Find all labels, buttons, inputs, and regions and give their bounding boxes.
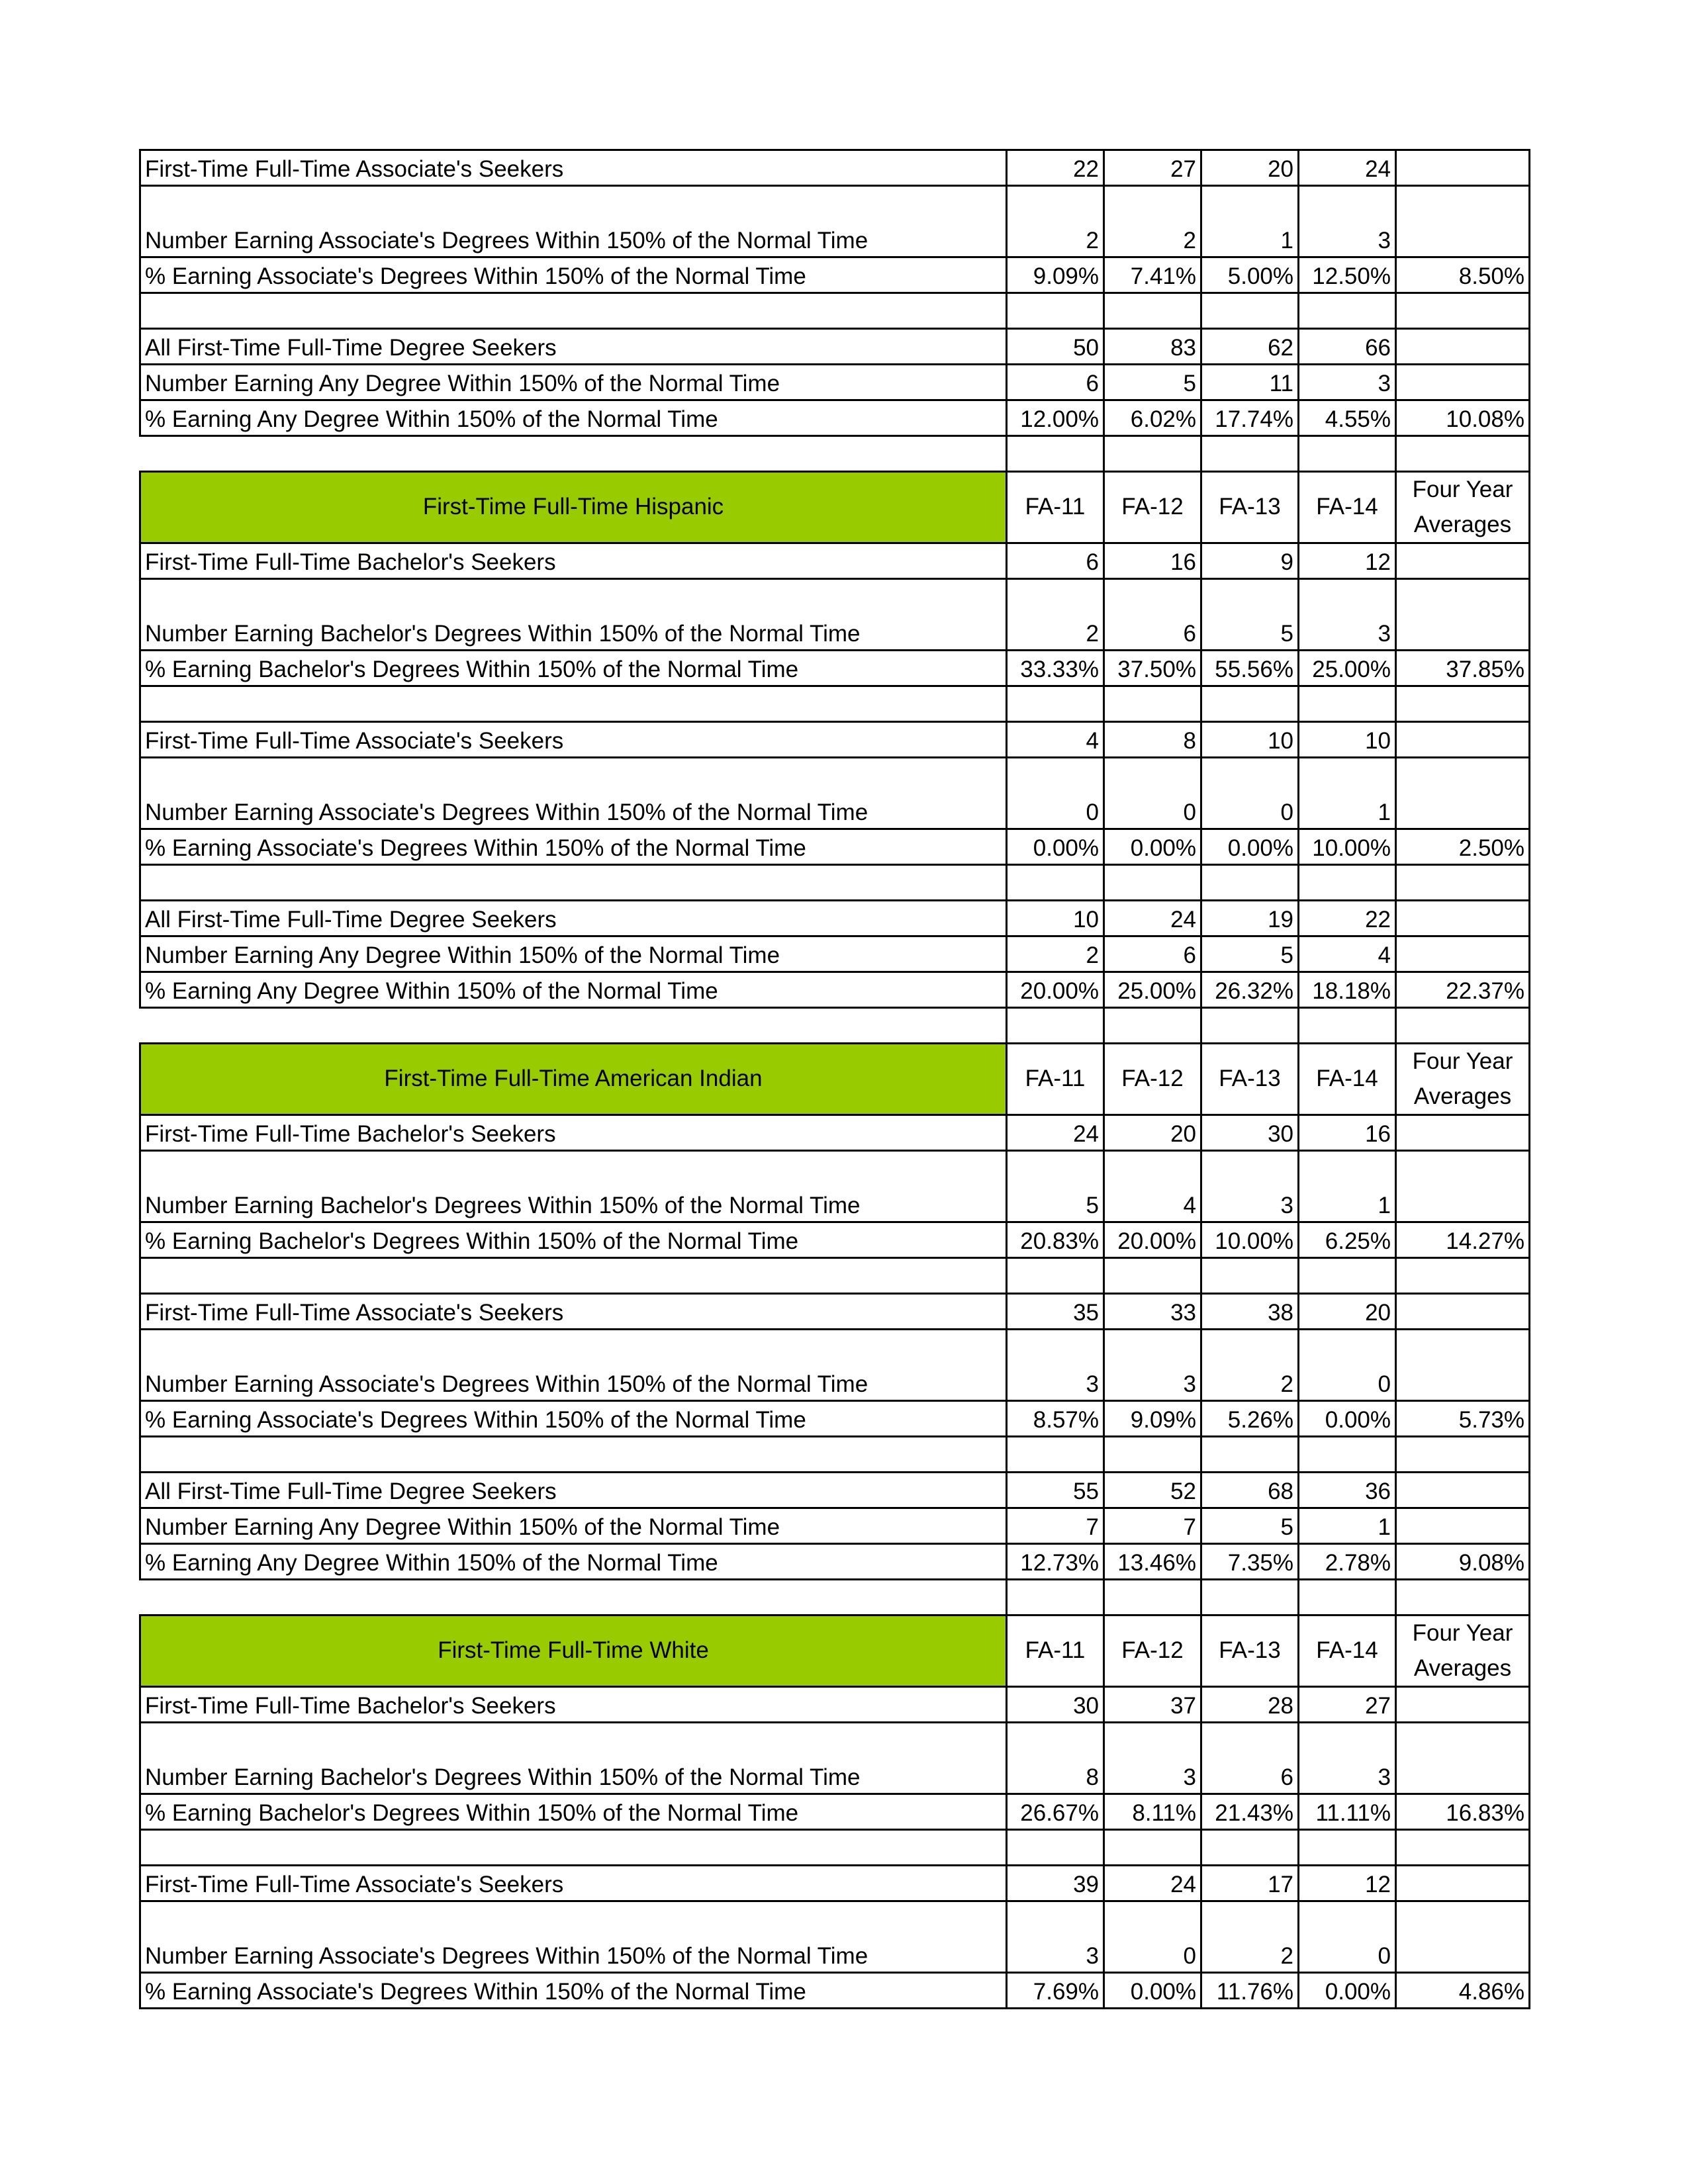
empty-cell [1007, 436, 1104, 472]
empty-cell [1299, 1008, 1396, 1044]
value-cell: 0.00% [1299, 1401, 1396, 1437]
average-cell [1396, 1508, 1530, 1544]
row-label: Number Earning Associate's Degrees Within 150% of the Normal Time [140, 186, 1007, 257]
value-cell: 10 [1299, 722, 1396, 758]
value-cell: 1 [1299, 758, 1396, 829]
empty-cell [140, 1437, 1007, 1473]
value-cell: 0.00% [1299, 1973, 1396, 2009]
value-cell: 6 [1201, 1723, 1299, 1794]
value-cell: 4 [1104, 1151, 1201, 1222]
column-header: FA-14 [1299, 472, 1396, 543]
empty-cell [1007, 1437, 1104, 1473]
average-cell [1396, 365, 1530, 400]
empty-cell [1396, 436, 1530, 472]
table-row [140, 936, 1530, 972]
value-cell: 33.33% [1007, 651, 1104, 686]
value-cell: 1 [1299, 1151, 1396, 1222]
empty-cell [1007, 293, 1104, 329]
averages-header: Four Year Averages [1396, 472, 1530, 543]
empty-cell [1299, 686, 1396, 722]
value-cell: 8.57% [1007, 1401, 1104, 1437]
row-label: First-Time Full-Time Bachelor's Seekers [140, 543, 1007, 579]
spacer-row [140, 1437, 1530, 1473]
average-cell: 4.86% [1396, 1973, 1530, 2009]
empty-cell [140, 1008, 1007, 1044]
value-cell: 3 [1299, 579, 1396, 651]
value-cell: 0 [1201, 758, 1299, 829]
table-row [140, 150, 1530, 186]
empty-cell [1201, 1258, 1299, 1294]
value-cell: 55 [1007, 1473, 1104, 1508]
empty-cell [140, 293, 1007, 329]
value-cell: 83 [1104, 329, 1201, 365]
value-cell: 27 [1299, 1687, 1396, 1723]
row-label: Number Earning Any Degree Within 150% of the Normal Time [140, 365, 1007, 400]
table-row [140, 1151, 1530, 1222]
spacer-row [140, 436, 1530, 472]
average-cell: 14.27% [1396, 1222, 1530, 1258]
empty-cell [1201, 865, 1299, 901]
column-header: FA-14 [1299, 1044, 1396, 1115]
table-row [140, 901, 1530, 936]
value-cell: 3 [1104, 1723, 1201, 1794]
empty-cell [1007, 1580, 1104, 1615]
table-row [140, 1330, 1530, 1401]
row-label: First-Time Full-Time Bachelor's Seekers [140, 1115, 1007, 1151]
value-cell: 26.67% [1007, 1794, 1104, 1830]
row-label: % Earning Any Degree Within 150% of the Normal Time [140, 1544, 1007, 1580]
row-label: % Earning Associate's Degrees Within 150% of the Normal Time [140, 1401, 1007, 1437]
row-label: First-Time Full-Time Associate's Seekers [140, 1866, 1007, 1901]
row-label: All First-Time Full-Time Degree Seekers [140, 329, 1007, 365]
spacer-row [140, 865, 1530, 901]
value-cell: 28 [1201, 1687, 1299, 1723]
table-row [140, 1473, 1530, 1508]
empty-cell [1201, 293, 1299, 329]
value-cell: 0 [1299, 1901, 1396, 1973]
value-cell: 4 [1007, 722, 1104, 758]
empty-cell [1299, 436, 1396, 472]
value-cell: 0.00% [1201, 829, 1299, 865]
average-cell [1396, 1687, 1530, 1723]
value-cell: 8 [1007, 1723, 1104, 1794]
row-label: % Earning Associate's Degrees Within 150% of the Normal Time [140, 829, 1007, 865]
row-label: Number Earning Associate's Degrees Within 150% of the Normal Time [140, 1901, 1007, 1973]
table-row [140, 1794, 1530, 1830]
value-cell: 1 [1299, 1508, 1396, 1544]
empty-cell [1007, 686, 1104, 722]
empty-cell [1104, 686, 1201, 722]
value-cell: 5 [1201, 579, 1299, 651]
empty-cell [1007, 1008, 1104, 1044]
column-header: FA-13 [1201, 472, 1299, 543]
average-cell: 9.08% [1396, 1544, 1530, 1580]
table-row [140, 543, 1530, 579]
averages-header: Four Year Averages [1396, 1615, 1530, 1687]
table-row [140, 329, 1530, 365]
value-cell: 13.46% [1104, 1544, 1201, 1580]
average-cell [1396, 579, 1530, 651]
empty-cell [1201, 1008, 1299, 1044]
row-label: % Earning Associate's Degrees Within 150% of the Normal Time [140, 1973, 1007, 2009]
table-row [140, 1723, 1530, 1794]
spacer-row [140, 1258, 1530, 1294]
averages-header: Four Year Averages [1396, 1044, 1530, 1115]
average-cell [1396, 722, 1530, 758]
value-cell: 11.76% [1201, 1973, 1299, 2009]
table-row [140, 829, 1530, 865]
table-row [140, 1973, 1530, 2009]
average-cell: 22.37% [1396, 972, 1530, 1008]
value-cell: 5 [1007, 1151, 1104, 1222]
value-cell: 7.41% [1104, 257, 1201, 293]
empty-cell [1007, 865, 1104, 901]
value-cell: 27 [1104, 150, 1201, 186]
row-label: First-Time Full-Time Associate's Seekers [140, 150, 1007, 186]
value-cell: 3 [1201, 1151, 1299, 1222]
row-label: All First-Time Full-Time Degree Seekers [140, 901, 1007, 936]
row-label: Number Earning Bachelor's Degrees Within 150% of the Normal Time [140, 1151, 1007, 1222]
value-cell: 11.11% [1299, 1794, 1396, 1830]
empty-cell [1104, 1580, 1201, 1615]
value-cell: 20.00% [1007, 972, 1104, 1008]
value-cell: 6 [1104, 936, 1201, 972]
column-header: FA-13 [1201, 1044, 1299, 1115]
value-cell: 16 [1299, 1115, 1396, 1151]
value-cell: 5 [1201, 1508, 1299, 1544]
row-label: % Earning Any Degree Within 150% of the Normal Time [140, 972, 1007, 1008]
average-cell [1396, 1151, 1530, 1222]
value-cell: 9.09% [1007, 257, 1104, 293]
value-cell: 3 [1299, 365, 1396, 400]
column-header: FA-12 [1104, 1615, 1201, 1687]
average-cell [1396, 758, 1530, 829]
column-header: FA-12 [1104, 472, 1201, 543]
value-cell: 7 [1104, 1508, 1201, 1544]
empty-cell [1396, 1830, 1530, 1866]
group-title: First-Time Full-Time American Indian [140, 1044, 1007, 1115]
group-title: First-Time Full-Time Hispanic [140, 472, 1007, 543]
value-cell: 8 [1104, 722, 1201, 758]
empty-cell [1104, 293, 1201, 329]
row-label: % Earning Bachelor's Degrees Within 150% of the Normal Time [140, 1222, 1007, 1258]
value-cell: 0 [1299, 1330, 1396, 1401]
value-cell: 7 [1007, 1508, 1104, 1544]
empty-cell [140, 436, 1007, 472]
spacer-row [140, 1580, 1530, 1615]
value-cell: 3 [1104, 1330, 1201, 1401]
value-cell: 9.09% [1104, 1401, 1201, 1437]
average-cell [1396, 329, 1530, 365]
value-cell: 3 [1299, 1723, 1396, 1794]
column-header: FA-11 [1007, 1615, 1104, 1687]
row-label: First-Time Full-Time Associate's Seekers [140, 1294, 1007, 1330]
value-cell: 2 [1007, 936, 1104, 972]
table-row [140, 1508, 1530, 1544]
average-cell [1396, 1294, 1530, 1330]
value-cell: 17 [1201, 1866, 1299, 1901]
value-cell: 5 [1201, 936, 1299, 972]
row-label: Number Earning Any Degree Within 150% of the Normal Time [140, 936, 1007, 972]
value-cell: 0 [1104, 758, 1201, 829]
row-label: Number Earning Bachelor's Degrees Within 150% of the Normal Time [140, 579, 1007, 651]
value-cell: 22 [1299, 901, 1396, 936]
table-row [140, 1294, 1530, 1330]
value-cell: 5 [1104, 365, 1201, 400]
empty-cell [140, 865, 1007, 901]
row-label: First-Time Full-Time Associate's Seekers [140, 722, 1007, 758]
value-cell: 24 [1007, 1115, 1104, 1151]
value-cell: 20.00% [1104, 1222, 1201, 1258]
table-row [140, 1544, 1530, 1580]
value-cell: 30 [1201, 1115, 1299, 1151]
table-row [140, 186, 1530, 257]
column-header: FA-12 [1104, 1044, 1201, 1115]
table-row [140, 1222, 1530, 1258]
value-cell: 12 [1299, 543, 1396, 579]
average-cell: 16.83% [1396, 1794, 1530, 1830]
value-cell: 2 [1007, 579, 1104, 651]
value-cell: 25.00% [1104, 972, 1201, 1008]
graduation-rates-table [139, 149, 1530, 2009]
row-label: Number Earning Bachelor's Degrees Within 150% of the Normal Time [140, 1723, 1007, 1794]
empty-cell [1007, 1258, 1104, 1294]
value-cell: 55.56% [1201, 651, 1299, 686]
empty-cell [1299, 293, 1396, 329]
value-cell: 2 [1007, 186, 1104, 257]
value-cell: 5.26% [1201, 1401, 1299, 1437]
value-cell: 62 [1201, 329, 1299, 365]
value-cell: 36 [1299, 1473, 1396, 1508]
value-cell: 3 [1007, 1901, 1104, 1973]
empty-cell [1299, 1258, 1396, 1294]
group-header-row [140, 1615, 1530, 1687]
value-cell: 12 [1299, 1866, 1396, 1901]
value-cell: 7.35% [1201, 1544, 1299, 1580]
spacer-row [140, 1008, 1530, 1044]
average-cell: 10.08% [1396, 400, 1530, 436]
table-row [140, 400, 1530, 436]
group-title: First-Time Full-Time White [140, 1615, 1007, 1687]
value-cell: 19 [1201, 901, 1299, 936]
table-row [140, 579, 1530, 651]
average-cell [1396, 1901, 1530, 1973]
value-cell: 6 [1007, 365, 1104, 400]
value-cell: 24 [1104, 1866, 1201, 1901]
value-cell: 3 [1299, 186, 1396, 257]
value-cell: 39 [1007, 1866, 1104, 1901]
spacer-row [140, 293, 1530, 329]
spacer-row [140, 1830, 1530, 1866]
table-row [140, 1901, 1530, 1973]
value-cell: 22 [1007, 150, 1104, 186]
value-cell: 6 [1007, 543, 1104, 579]
value-cell: 5.00% [1201, 257, 1299, 293]
value-cell: 24 [1104, 901, 1201, 936]
value-cell: 52 [1104, 1473, 1201, 1508]
empty-cell [1201, 1580, 1299, 1615]
row-label: % Earning Bachelor's Degrees Within 150% of the Normal Time [140, 651, 1007, 686]
value-cell: 37 [1104, 1687, 1201, 1723]
row-label: % Earning Bachelor's Degrees Within 150% of the Normal Time [140, 1794, 1007, 1830]
empty-cell [1201, 1437, 1299, 1473]
table-row [140, 758, 1530, 829]
table-row [140, 1687, 1530, 1723]
value-cell: 2 [1104, 186, 1201, 257]
average-cell [1396, 1723, 1530, 1794]
table-row [140, 1115, 1530, 1151]
value-cell: 12.50% [1299, 257, 1396, 293]
average-cell [1396, 186, 1530, 257]
value-cell: 18.18% [1299, 972, 1396, 1008]
empty-cell [1104, 1008, 1201, 1044]
empty-cell [1104, 865, 1201, 901]
value-cell: 0.00% [1007, 829, 1104, 865]
value-cell: 10 [1007, 901, 1104, 936]
average-cell: 8.50% [1396, 257, 1530, 293]
value-cell: 9 [1201, 543, 1299, 579]
table-body [140, 150, 1530, 2009]
empty-cell [1104, 1830, 1201, 1866]
empty-cell [1299, 1580, 1396, 1615]
value-cell: 6 [1104, 579, 1201, 651]
value-cell: 2 [1201, 1901, 1299, 1973]
column-header: FA-11 [1007, 472, 1104, 543]
value-cell: 10.00% [1201, 1222, 1299, 1258]
value-cell: 38 [1201, 1294, 1299, 1330]
average-cell [1396, 901, 1530, 936]
table-row [140, 365, 1530, 400]
table-row [140, 257, 1530, 293]
value-cell: 24 [1299, 150, 1396, 186]
value-cell: 17.74% [1201, 400, 1299, 436]
empty-cell [1299, 1830, 1396, 1866]
value-cell: 21.43% [1201, 1794, 1299, 1830]
average-cell [1396, 1473, 1530, 1508]
value-cell: 7.69% [1007, 1973, 1104, 2009]
row-label: % Earning Associate's Degrees Within 150% of the Normal Time [140, 257, 1007, 293]
average-cell [1396, 1330, 1530, 1401]
value-cell: 37.50% [1104, 651, 1201, 686]
table-row [140, 651, 1530, 686]
value-cell: 20 [1299, 1294, 1396, 1330]
value-cell: 0 [1007, 758, 1104, 829]
empty-cell [1201, 1830, 1299, 1866]
value-cell: 8.11% [1104, 1794, 1201, 1830]
empty-cell [1396, 1580, 1530, 1615]
empty-cell [1396, 1437, 1530, 1473]
column-header: FA-11 [1007, 1044, 1104, 1115]
value-cell: 4.55% [1299, 400, 1396, 436]
value-cell: 50 [1007, 329, 1104, 365]
value-cell: 26.32% [1201, 972, 1299, 1008]
column-header: FA-13 [1201, 1615, 1299, 1687]
value-cell: 66 [1299, 329, 1396, 365]
value-cell: 0.00% [1104, 829, 1201, 865]
value-cell: 12.00% [1007, 400, 1104, 436]
empty-cell [140, 1580, 1007, 1615]
empty-cell [1396, 865, 1530, 901]
empty-cell [1396, 1008, 1530, 1044]
value-cell: 10.00% [1299, 829, 1396, 865]
value-cell: 0 [1104, 1901, 1201, 1973]
empty-cell [1104, 436, 1201, 472]
value-cell: 0.00% [1104, 1973, 1201, 2009]
value-cell: 2 [1201, 1330, 1299, 1401]
value-cell: 16 [1104, 543, 1201, 579]
column-header: FA-14 [1299, 1615, 1396, 1687]
row-label: All First-Time Full-Time Degree Seekers [140, 1473, 1007, 1508]
empty-cell [1104, 1437, 1201, 1473]
value-cell: 20 [1104, 1115, 1201, 1151]
table-row [140, 1866, 1530, 1901]
value-cell: 4 [1299, 936, 1396, 972]
value-cell: 20 [1201, 150, 1299, 186]
row-label: First-Time Full-Time Bachelor's Seekers [140, 1687, 1007, 1723]
average-cell [1396, 1115, 1530, 1151]
average-cell: 2.50% [1396, 829, 1530, 865]
average-cell: 37.85% [1396, 651, 1530, 686]
value-cell: 68 [1201, 1473, 1299, 1508]
empty-cell [1201, 686, 1299, 722]
row-label: Number Earning Any Degree Within 150% of the Normal Time [140, 1508, 1007, 1544]
empty-cell [140, 1258, 1007, 1294]
group-header-row [140, 472, 1530, 543]
value-cell: 25.00% [1299, 651, 1396, 686]
spacer-row [140, 686, 1530, 722]
table-row [140, 972, 1530, 1008]
empty-cell [1201, 436, 1299, 472]
average-cell [1396, 150, 1530, 186]
value-cell: 6.02% [1104, 400, 1201, 436]
empty-cell [1396, 1258, 1530, 1294]
value-cell: 10 [1201, 722, 1299, 758]
empty-cell [140, 686, 1007, 722]
empty-cell [1396, 293, 1530, 329]
empty-cell [140, 1830, 1007, 1866]
average-cell [1396, 543, 1530, 579]
empty-cell [1104, 1258, 1201, 1294]
value-cell: 35 [1007, 1294, 1104, 1330]
average-cell [1396, 1866, 1530, 1901]
row-label: % Earning Any Degree Within 150% of the Normal Time [140, 400, 1007, 436]
value-cell: 1 [1201, 186, 1299, 257]
average-cell [1396, 936, 1530, 972]
empty-cell [1299, 1437, 1396, 1473]
empty-cell [1299, 865, 1396, 901]
value-cell: 20.83% [1007, 1222, 1104, 1258]
value-cell: 11 [1201, 365, 1299, 400]
value-cell: 2.78% [1299, 1544, 1396, 1580]
group-header-row [140, 1044, 1530, 1115]
table-row [140, 722, 1530, 758]
value-cell: 33 [1104, 1294, 1201, 1330]
value-cell: 30 [1007, 1687, 1104, 1723]
row-label: Number Earning Associate's Degrees Within 150% of the Normal Time [140, 758, 1007, 829]
table-row [140, 1401, 1530, 1437]
empty-cell [1007, 1830, 1104, 1866]
value-cell: 3 [1007, 1330, 1104, 1401]
value-cell: 12.73% [1007, 1544, 1104, 1580]
average-cell: 5.73% [1396, 1401, 1530, 1437]
row-label: Number Earning Associate's Degrees Within 150% of the Normal Time [140, 1330, 1007, 1401]
empty-cell [1396, 686, 1530, 722]
value-cell: 6.25% [1299, 1222, 1396, 1258]
